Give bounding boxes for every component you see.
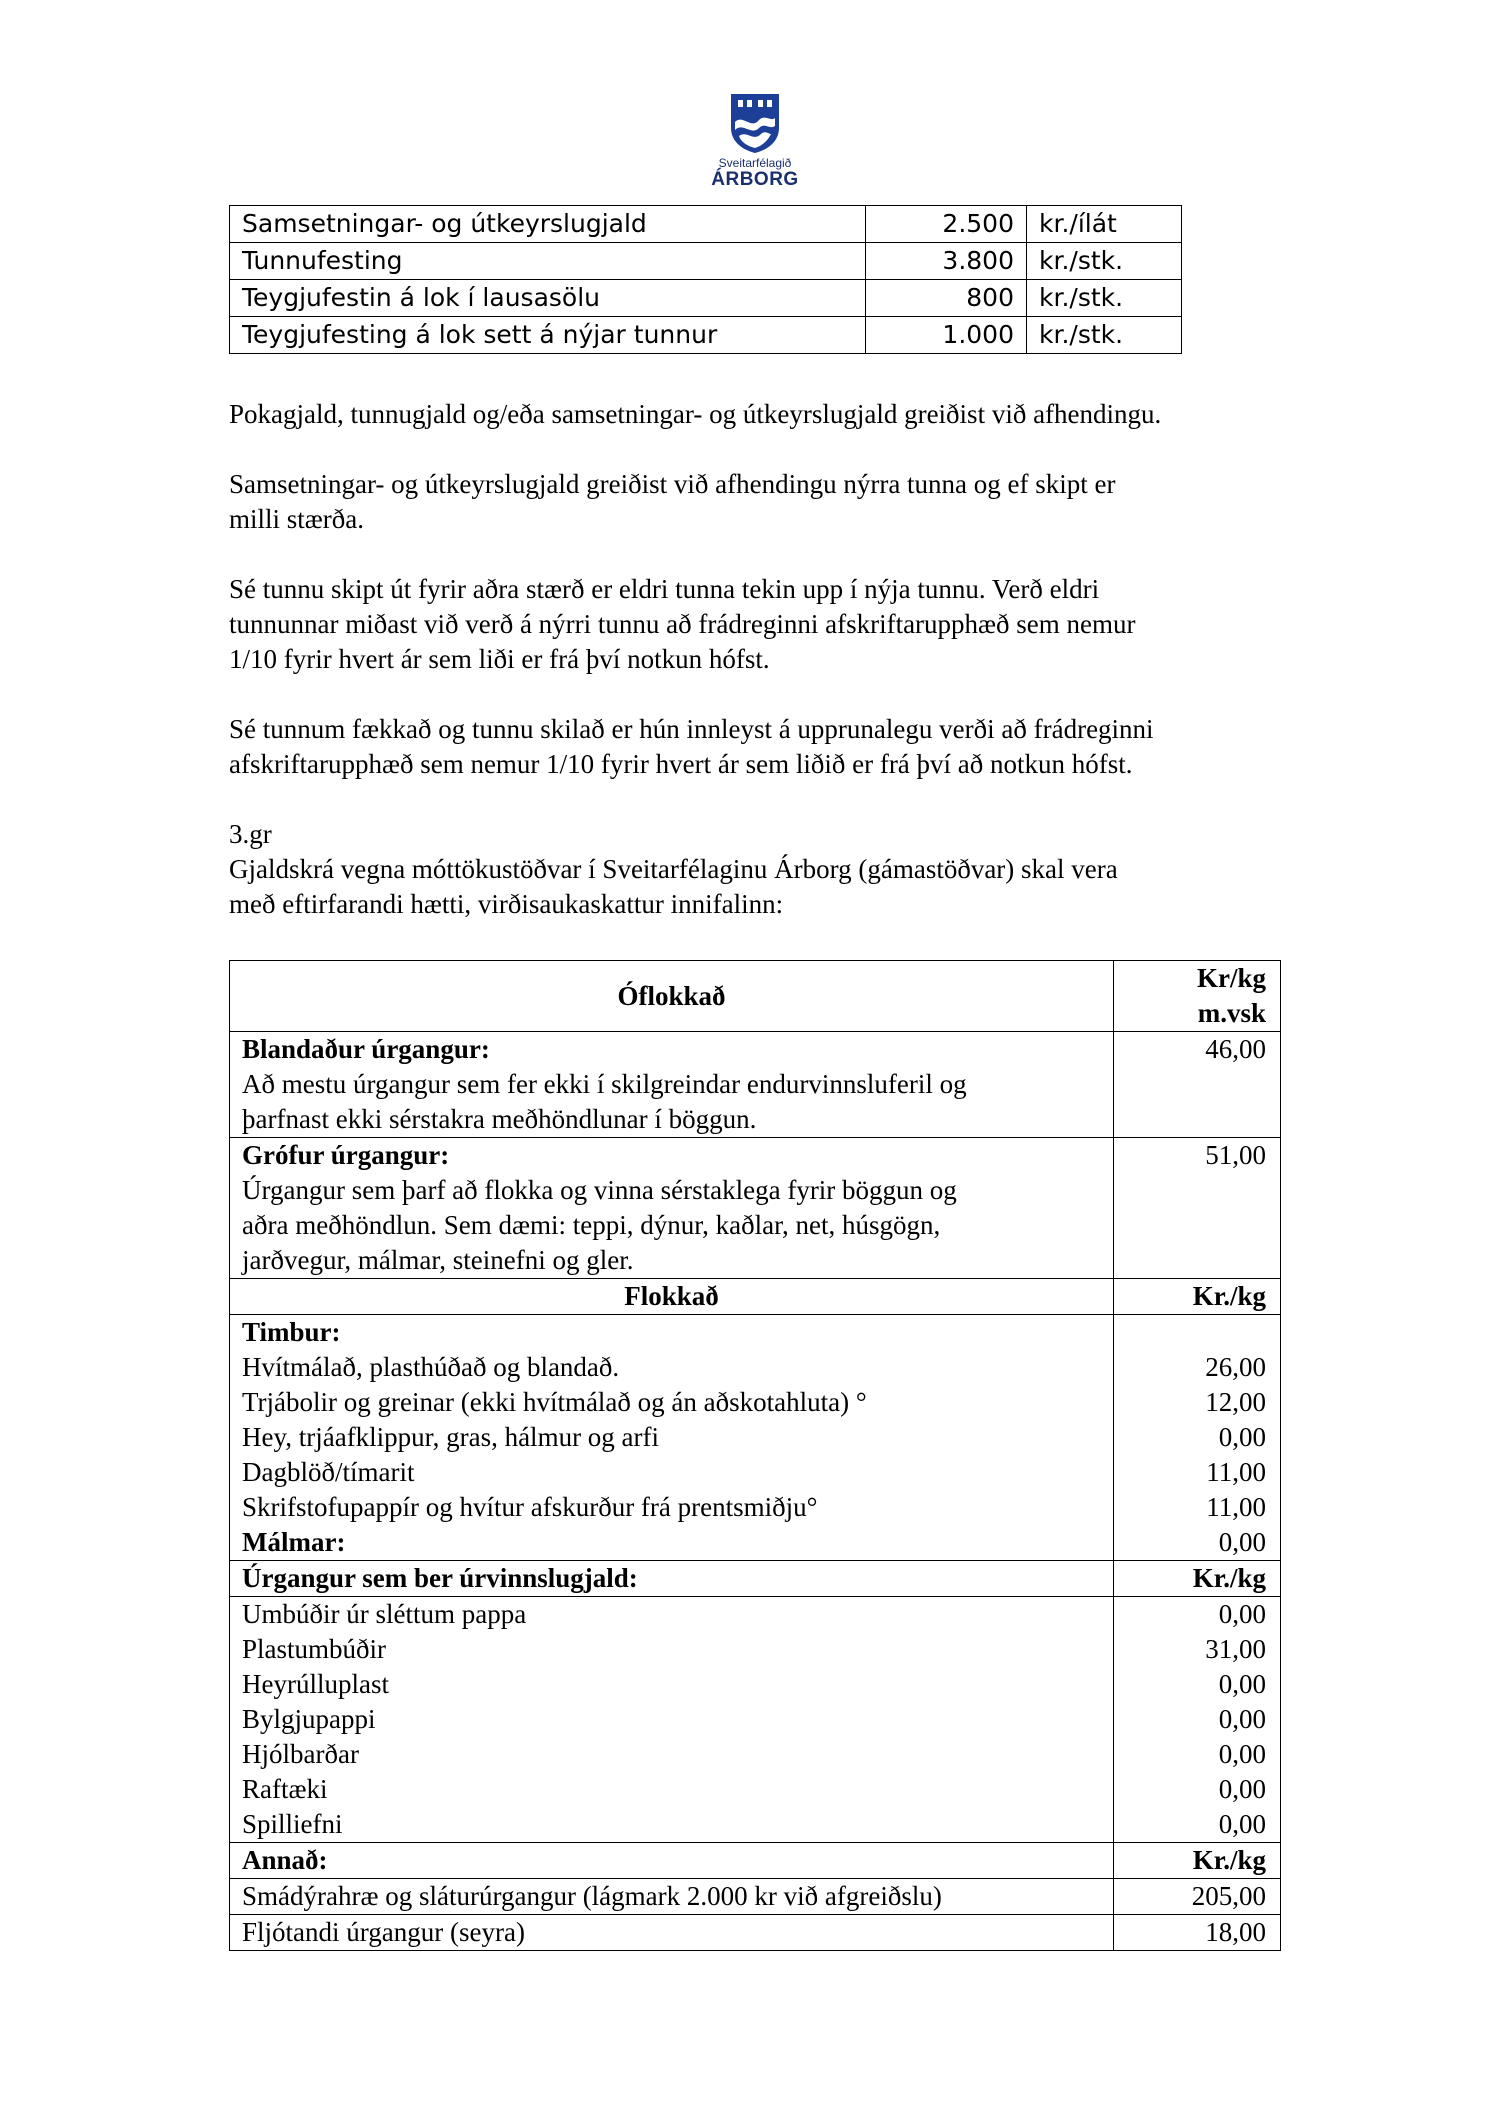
fee-unit: kr./stk. [1027,280,1182,317]
table-row [230,206,1182,243]
header-sorted: Flokkað [230,1279,1114,1315]
fee-amount: 3.800 [866,243,1027,280]
section-3: 3.gr Gjaldskrá vegna móttökustöðvar í Sveitarfélaginu Árborg (gámastöðvar) skal vera með eftirfarandi hætti, virðisaukaskattur innifalinn: [229,817,1329,922]
table-header-row [230,961,1281,1032]
fee-label: Tunnufesting [230,243,866,280]
logo-title: ÁRBORG [711,169,799,190]
table-row [230,1915,1281,1951]
paragraph-return: Sé tunnum fækkað og tunnu skilað er hún innleyst á upprunalegu verði að frádreginni afskriftarupphæð sem nemur 1/10 fyrir hvert ár sem liðið er frá því að notkun hófst. [229,714,1154,779]
fee-amount: 2.500 [866,206,1027,243]
fee-amount: 800 [866,280,1027,317]
fee-amount: 1.000 [866,317,1027,354]
table-header-row [230,1843,1281,1879]
paragraph-assembly: Samsetningar- og útkeyrslugjald greiðist við afhendingu nýrra tunna og ef skipt er milli stærða. [229,469,1116,534]
arborg-logo [700,92,810,202]
table-row [230,1879,1281,1915]
header-recycling-fee: Úrgangur sem ber úrvinnslugjald: [230,1561,1114,1597]
header-unit: Kr./kg [1114,1279,1281,1315]
header-unit: Kr./kg [1114,1561,1281,1597]
table-row [230,1597,1281,1843]
table-row [230,1138,1281,1279]
header-unit: Kr./kg [1114,1843,1281,1879]
paragraph-payment: Pokagjald, tunnugjald og/eða samsetningar- og útkeyrslugjald greiðist við afhendingu. [229,399,1162,429]
table-row [230,243,1182,280]
timber-cell: Timbur: Hvítmálað, plasthúðað og blandað. Trjábolir og greinar (ekki hvítmálað og án aðskotahluta) ° Hey, trjáafklippur, gras, hálmur og arfi Dagblöð/tímarit Skrifstofupappír og hvítur afskurður frá prentsmiðju° Málmar: [230,1315,1114,1561]
mixed-waste-value: 46,00 [1114,1032,1281,1138]
fee-unit: kr./stk. [1027,243,1182,280]
table-row [230,1315,1281,1561]
table-row [230,1032,1281,1138]
other-item-label: Fljótandi úrgangur (seyra) [230,1915,1114,1951]
section-heading: 3.gr [229,819,272,849]
header-other: Annað: [230,1843,1114,1879]
coarse-waste-value: 51,00 [1114,1138,1281,1279]
timber-values: 26,00 12,00 0,00 11,00 11,00 0,00 [1114,1315,1281,1561]
tariff-table [229,960,1281,1951]
recycling-values: 0,00 31,00 0,00 0,00 0,00 0,00 0,00 [1114,1597,1281,1843]
table-header-row [230,1279,1281,1315]
other-item-label: Smádýrahræ og sláturúrgangur (lágmark 2.000 kr við afgreiðslu) [230,1879,1114,1915]
header-unsorted: Óflokkað [230,961,1114,1032]
other-item-value: 205,00 [1114,1879,1281,1915]
table-header-row [230,1561,1281,1597]
table-row [230,280,1182,317]
other-item-value: 18,00 [1114,1915,1281,1951]
mixed-waste-cell: Blandaður úrgangur: Að mestu úrgangur sem fer ekki í skilgreindar endurvinnsluferil og þarfnast ekki sérstakra meðhöndlunar í böggun. [230,1032,1114,1138]
table-row [230,317,1182,354]
paragraph-exchange: Sé tunnu skipt út fyrir aðra stærð er eldri tunna tekin upp í nýja tunnu. Verð eldri tunnunnar miðast við verð á nýrri tunnu að frádreginni afskriftarupphæð sem nemur 1/10 fyrir hvert ár sem liði er frá því notkun hófst. [229,574,1136,674]
logo-subtitle: Sveitarfélagið [718,156,792,170]
fee-label: Samsetningar- og útkeyrslugjald [230,206,866,243]
coat-of-arms-icon [729,92,781,154]
coarse-waste-cell: Grófur úrgangur: Úrgangur sem þarf að flokka og vinna sérstaklega fyrir böggun og aðra meðhöndlun. Sem dæmi: teppi, dýnur, kaðlar, net, húsgögn, jarðvegur, málmar, steinefni og gler. [230,1138,1114,1279]
header-unit: Kr/kg m.vsk [1114,961,1281,1032]
fee-label: Teygjufesting á lok sett á nýjar tunnur [230,317,866,354]
fee-unit: kr./ílát [1027,206,1182,243]
recycling-items-cell: Umbúðir úr sléttum pappa Plastumbúðir Heyrúlluplast Bylgjupappi Hjólbarðar Raftæki Spilliefni [230,1597,1114,1843]
fee-unit: kr./stk. [1027,317,1182,354]
fee-label: Teygjufestin á lok í lausasölu [230,280,866,317]
fees-table [229,205,1182,354]
